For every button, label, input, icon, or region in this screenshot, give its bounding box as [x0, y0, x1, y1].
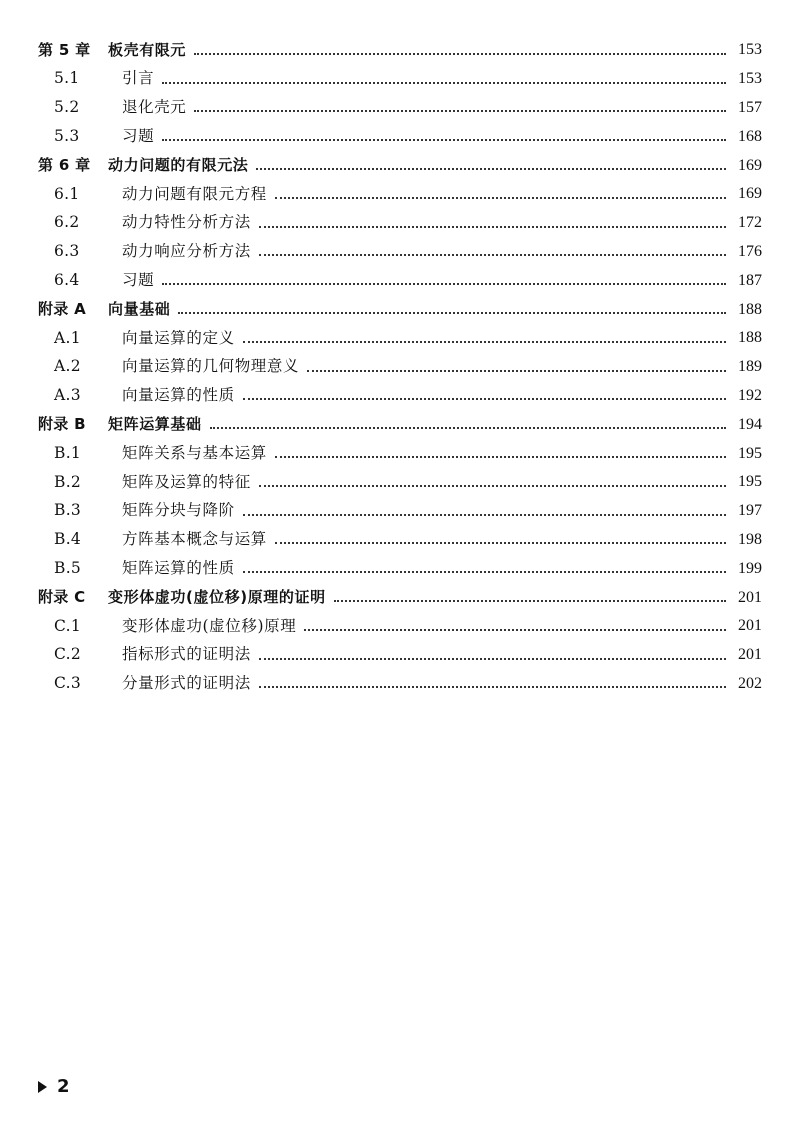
toc-entry-number: 6.2	[54, 213, 80, 232]
toc-entry-title: 动力特性分析方法	[122, 213, 251, 232]
toc-entry-title: 习题	[122, 271, 155, 290]
toc-section-row[interactable]	[38, 180, 762, 209]
toc-entry-title: 向量运算的性质	[122, 386, 235, 405]
toc-entry-page: 192	[738, 386, 762, 404]
toc-entry-title: 习题	[122, 127, 155, 146]
toc-entry-number: 第 5 章	[38, 40, 91, 59]
toc-entry-title: 板壳有限元	[108, 40, 187, 59]
table-of-contents	[38, 36, 762, 698]
toc-entry-number: 6.3	[54, 242, 80, 261]
toc-entry-page: 201	[738, 588, 762, 606]
dot-leader	[259, 253, 726, 256]
toc-entry-title: 指标形式的证明法	[122, 645, 251, 664]
dot-leader	[307, 369, 726, 372]
toc-entry-page: 198	[738, 530, 762, 548]
dot-leader	[275, 196, 726, 199]
toc-entry-number: B.1	[54, 443, 82, 462]
toc-entry-page: 189	[738, 358, 762, 376]
toc-section-row[interactable]	[38, 382, 762, 411]
dot-leader	[162, 282, 726, 285]
toc-entry-page: 168	[738, 127, 762, 145]
toc-entry-page: 187	[738, 271, 762, 289]
toc-entry-page: 169	[738, 156, 762, 174]
toc-section-row[interactable]	[38, 65, 762, 94]
toc-entry-title: 向量运算的几何物理意义	[122, 357, 300, 376]
toc-section-row[interactable]	[38, 670, 762, 699]
toc-entry-title: 引言	[122, 69, 155, 88]
toc-section-row[interactable]	[38, 497, 762, 526]
toc-section-row[interactable]	[38, 468, 762, 497]
toc-section-row[interactable]	[38, 94, 762, 123]
toc-entry-page: 195	[738, 473, 762, 491]
dot-leader	[243, 340, 726, 343]
toc-entry-title: 分量形式的证明法	[122, 674, 251, 693]
toc-chapter-row[interactable]	[38, 36, 762, 65]
toc-section-row[interactable]	[38, 439, 762, 468]
toc-entry-number: 6.4	[54, 271, 80, 290]
toc-entry-number: 第 6 章	[38, 156, 91, 175]
toc-entry-number: A.3	[54, 386, 81, 405]
toc-entry-title: 矩阵及运算的特征	[122, 472, 251, 491]
toc-chapter-row[interactable]	[38, 295, 762, 324]
dot-leader	[162, 81, 726, 84]
dot-leader	[334, 599, 726, 602]
toc-entry-page: 176	[738, 242, 762, 260]
dot-leader	[243, 513, 726, 516]
dot-leader	[256, 167, 726, 170]
toc-entry-number: B.4	[54, 530, 82, 549]
page-number: 2	[57, 1076, 70, 1097]
toc-entry-page: 169	[738, 185, 762, 203]
dot-leader	[194, 109, 726, 112]
dot-leader	[210, 426, 726, 429]
toc-entry-number: B.5	[54, 558, 82, 577]
toc-entry-title: 变形体虚功(虚位移)原理	[122, 616, 297, 635]
dot-leader	[275, 541, 726, 544]
toc-chapter-row[interactable]	[38, 583, 762, 612]
dot-leader	[275, 455, 726, 458]
toc-entry-page: 197	[738, 502, 762, 520]
toc-entry-title: 矩阵分块与降阶	[122, 501, 235, 520]
dot-leader	[194, 52, 726, 55]
toc-entry-page: 172	[738, 214, 762, 232]
toc-chapter-row[interactable]	[38, 410, 762, 439]
toc-entry-number: 5.2	[54, 98, 80, 117]
dot-leader	[259, 657, 726, 660]
toc-entry-title: 方阵基本概念与运算	[122, 530, 267, 549]
dot-leader	[162, 138, 726, 141]
toc-entry-title: 向量基础	[108, 300, 171, 319]
dot-leader	[259, 484, 726, 487]
toc-entry-title: 动力问题有限元方程	[122, 184, 267, 203]
triangle-right-icon	[38, 1081, 47, 1093]
toc-entry-title: 矩阵关系与基本运算	[122, 443, 267, 462]
toc-entry-title: 向量运算的定义	[122, 328, 235, 347]
dot-leader	[178, 311, 726, 314]
toc-entry-number: B.2	[54, 472, 82, 491]
toc-section-row[interactable]	[38, 612, 762, 641]
toc-entry-number: B.3	[54, 501, 82, 520]
toc-entry-page: 153	[738, 41, 762, 59]
toc-chapter-row[interactable]	[38, 151, 762, 180]
toc-section-row[interactable]	[38, 353, 762, 382]
toc-entry-page: 195	[738, 444, 762, 462]
toc-entry-number: 附录 C	[38, 588, 86, 607]
toc-section-row[interactable]	[38, 554, 762, 583]
toc-section-row[interactable]	[38, 641, 762, 670]
toc-section-row[interactable]	[38, 238, 762, 267]
toc-section-row[interactable]	[38, 526, 762, 555]
toc-entry-page: 199	[738, 559, 762, 577]
toc-entry-page: 201	[738, 617, 762, 635]
toc-section-row[interactable]	[38, 266, 762, 295]
toc-entry-title: 退化壳元	[122, 98, 187, 117]
dot-leader	[259, 225, 726, 228]
toc-section-row[interactable]	[38, 209, 762, 238]
toc-entry-number: 6.1	[54, 184, 80, 203]
toc-entry-title: 矩阵运算的性质	[122, 558, 235, 577]
dot-leader	[304, 628, 726, 631]
toc-entry-title: 矩阵运算基础	[108, 415, 202, 434]
toc-entry-title: 动力响应分析方法	[122, 242, 251, 261]
toc-section-row[interactable]	[38, 122, 762, 151]
page-footer	[38, 1076, 70, 1097]
toc-section-row[interactable]	[38, 324, 762, 353]
toc-entry-number: C.1	[54, 616, 81, 635]
toc-entry-number: 附录 A	[38, 300, 87, 319]
dot-leader	[259, 685, 726, 688]
toc-entry-number: C.2	[54, 645, 81, 664]
toc-entry-number: C.3	[54, 674, 81, 693]
toc-entry-number: A.2	[54, 357, 81, 376]
toc-entry-page: 202	[738, 674, 762, 692]
toc-entry-number: 5.1	[54, 69, 80, 88]
dot-leader	[243, 397, 726, 400]
toc-entry-page: 153	[738, 70, 762, 88]
toc-entry-page: 188	[738, 300, 762, 318]
toc-entry-page: 201	[738, 646, 762, 664]
toc-entry-page: 157	[738, 98, 762, 116]
toc-entry-number: 附录 B	[38, 415, 86, 434]
toc-entry-title: 动力问题的有限元法	[108, 156, 249, 175]
dot-leader	[243, 570, 726, 573]
toc-entry-page: 188	[738, 329, 762, 347]
toc-entry-page: 194	[738, 415, 762, 433]
toc-entry-title: 变形体虚功(虚位移)原理的证明	[108, 588, 326, 607]
toc-entry-number: A.1	[54, 328, 81, 347]
toc-entry-number: 5.3	[54, 127, 80, 146]
